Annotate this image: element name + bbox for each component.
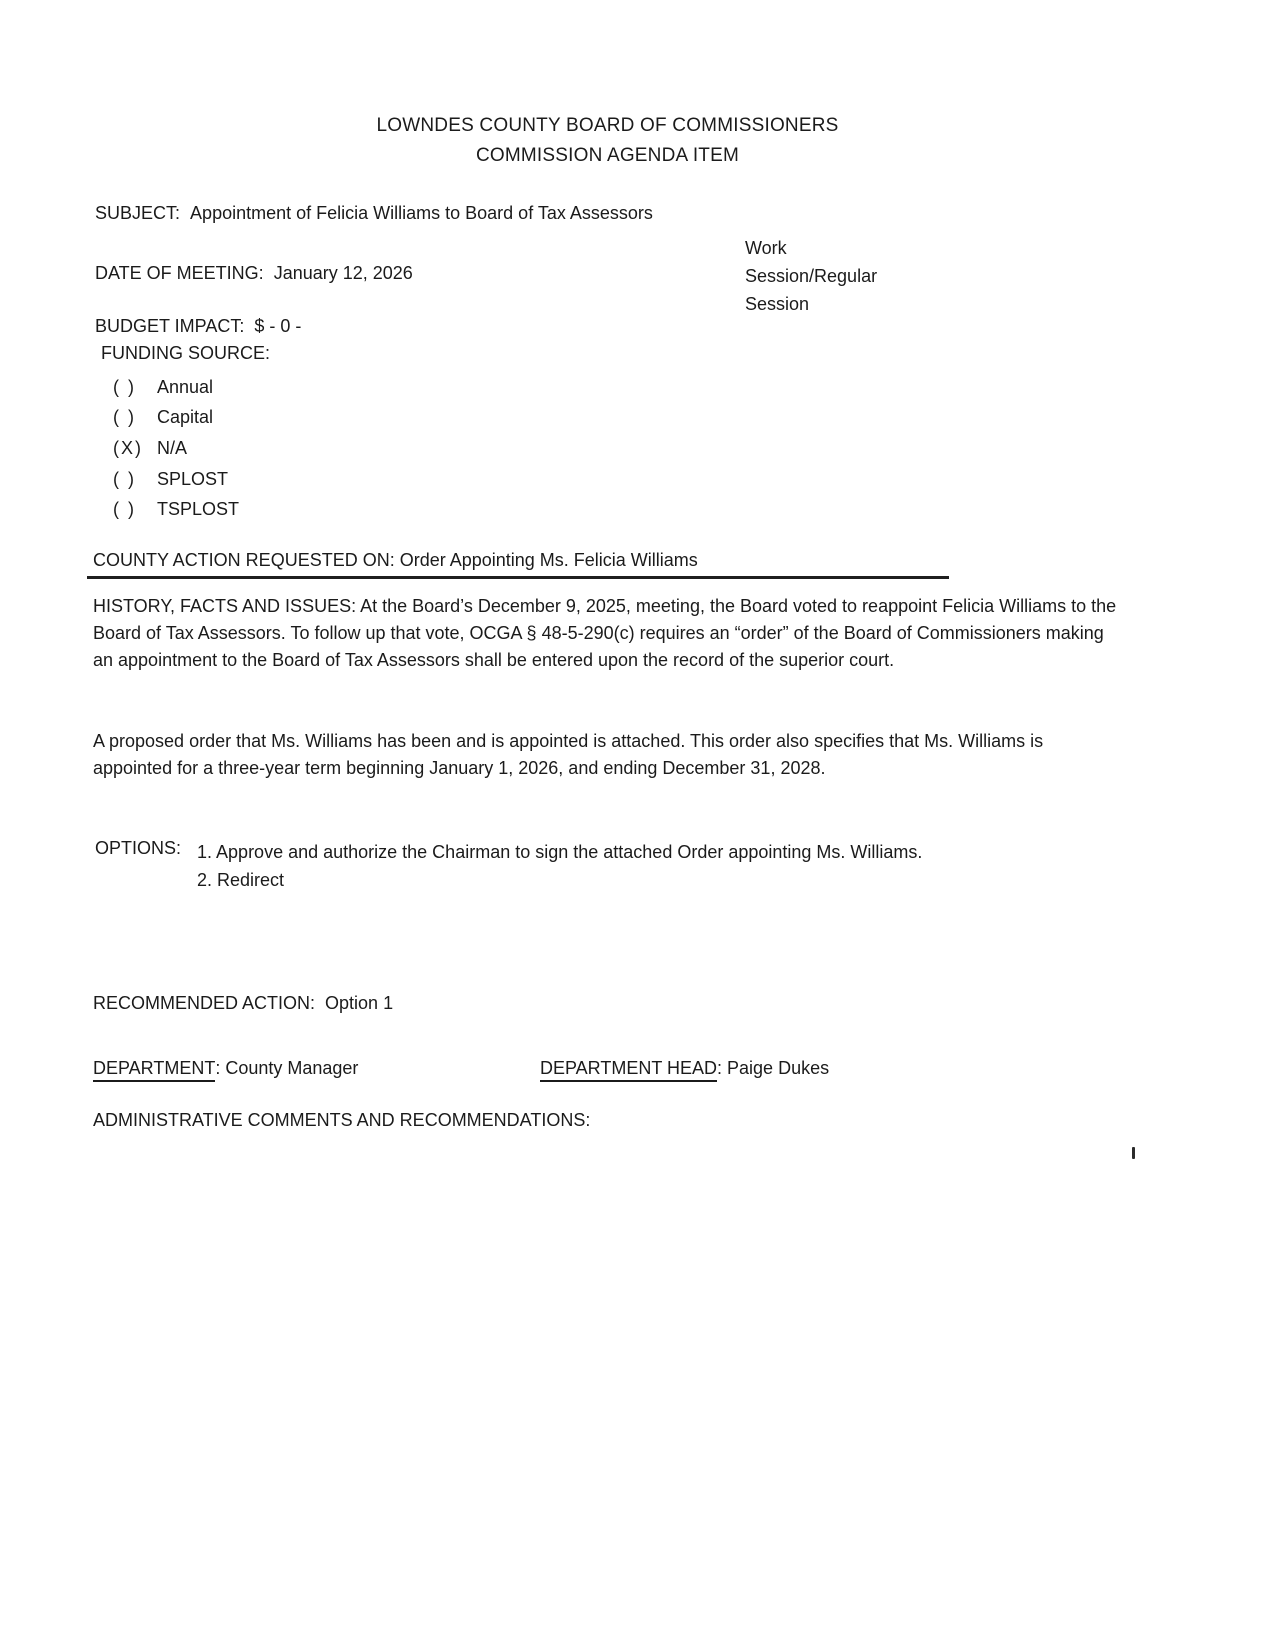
options-list (197, 838, 922, 894)
funding-option-label: Capital (157, 407, 214, 428)
subject-value: Appointment of Felicia Williams to Board of Tax Assessors (190, 203, 653, 223)
funding-source-list (113, 372, 239, 525)
funding-option-label: N/A (157, 437, 188, 458)
budget-impact-label: BUDGET IMPACT: (95, 316, 245, 336)
department-head-line (540, 1058, 829, 1082)
recommended-action-line (93, 993, 393, 1014)
document-title-line2: COMMISSION AGENDA ITEM (475, 145, 740, 166)
checkbox-marker-checked: (X) (113, 437, 143, 458)
session-type-line: Work (745, 238, 787, 258)
proposed-order-paragraph: A proposed order that Ms. Williams has been and is appointed is attached. This order also specifies that Ms. Williams is appointed for a three-year term beginning January 1, 2026, and ending December 31, 2028. (93, 731, 1044, 778)
recommended-action-label: RECOMMENDED ACTION: (93, 993, 316, 1013)
funding-option-tsplost (113, 494, 239, 525)
checkbox-marker: ( ) (113, 407, 136, 428)
checkbox-marker: ( ) (113, 499, 136, 520)
history-facts-issues-paragraph: HISTORY, FACTS AND ISSUES: At the Board’s December 9, 2025, meeting, the Board voted to reappoint Felicia Williams to the Board of Tax Assessors. To follow up that vote, OCGA § 48-5-290(c) requires an “order” of the Board of Commissioners making an appointment to the Board of Tax Assessors shall be entered upon the record of the superior court. (93, 596, 1117, 670)
date-of-meeting-label: DATE OF MEETING: (95, 263, 264, 283)
funding-option-splost (113, 464, 239, 495)
administrative-comments-line: ADMINISTRATIVE COMMENTS AND RECOMMENDATIONS: (93, 1110, 591, 1130)
department-value: : County Manager (215, 1058, 359, 1078)
checkbox-marker: ( ) (113, 376, 136, 397)
funding-option-capital (113, 403, 239, 434)
scan-artifact-mark (1132, 1147, 1135, 1159)
department-head-label: DEPARTMENT HEAD (540, 1058, 717, 1082)
option-item-2: 2. Redirect (197, 870, 285, 890)
document-title (0, 111, 1215, 171)
budget-impact-value: $ - 0 - (254, 316, 302, 336)
funding-source-label: FUNDING SOURCE: (101, 343, 271, 363)
department-head-value: : Paige Dukes (717, 1058, 830, 1078)
subject-line (95, 203, 653, 224)
options-label: OPTIONS: (95, 838, 182, 858)
funding-option-label: Annual (157, 376, 214, 397)
session-type-line: Session (745, 294, 810, 314)
option-item-1: 1. Approve and authorize the Chairman to sign the attached Order appointing Ms. Williams. (197, 842, 923, 862)
department-label: DEPARTMENT (93, 1058, 215, 1082)
funding-option-annual (113, 372, 239, 403)
document-title-line1: LOWNDES COUNTY BOARD OF COMMISSIONERS (376, 115, 839, 136)
funding-option-label: SPLOST (157, 468, 229, 489)
funding-option-na (113, 433, 239, 464)
session-type-line: Session/Regular (745, 266, 878, 286)
department-line (93, 1058, 358, 1082)
county-action-requested-line: COUNTY ACTION REQUESTED ON: Order Appointing Ms. Felicia Williams (87, 550, 949, 579)
funding-option-label: TSPLOST (157, 499, 240, 520)
date-of-meeting-value: January 12, 2026 (273, 263, 413, 283)
options-section (95, 838, 922, 894)
session-type-block (745, 234, 877, 318)
recommended-action-value: Option 1 (325, 993, 394, 1013)
checkbox-marker: ( ) (113, 468, 136, 489)
date-of-meeting-line (95, 263, 413, 284)
budget-impact-line (95, 316, 301, 337)
subject-label: SUBJECT: (95, 203, 181, 223)
